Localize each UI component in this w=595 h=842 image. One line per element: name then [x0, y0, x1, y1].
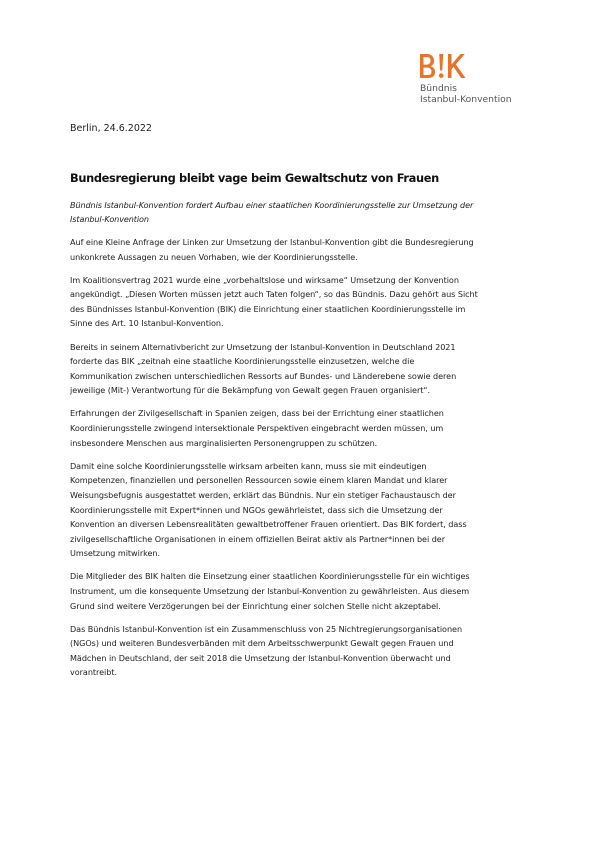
body-paragraph: [70, 459, 528, 561]
paragraph-line: Koordinierungsstelle mit Expert*innen und NGOs gewährleistet, dass sich die Umsetzung der: [70, 504, 443, 515]
paragraph-line: Auf eine Kleine Anfrage der Linken zur Umsetzung der Istanbul-Konvention gibt die Bundesregierung: [70, 237, 474, 247]
bik-logo-mark: [419, 52, 475, 80]
paragraph-line: Umsetzung mitwirken.: [70, 548, 160, 559]
paragraph-line: insbesondere Menschen aus marginalisierten Personengruppen zu schützen.: [70, 437, 378, 448]
paragraph-line: Erfahrungen der Zivilgesellschaft in Spanien zeigen, dass bei der Errichtung einer staatlichen: [70, 408, 444, 419]
paragraph-line: (NGOs) und weiteren Bundesverbänden mit dem Arbeitsschwerpunkt Gewalt gegen Frauen und: [70, 638, 454, 649]
paragraph-line: Kommunikation zwischen unterschiedlichen Ressorts auf Bundes- und Länderebene sowie deren: [70, 370, 457, 381]
paragraph-line: des Bündnisses Istanbul-Konvention (BIK) die Einrichtung einer staatlichen Koordinierungsstelle im: [70, 303, 466, 314]
subtitle-line: Bündnis Istanbul-Konvention fordert Aufbau einer staatlichen Koordinierungsstelle zur Umsetzung der: [70, 200, 474, 210]
body-paragraph: [70, 340, 528, 398]
paragraph-line: Die Mitglieder des BIK halten die Einsetzung einer staatlichen Koordinierungsstelle für ein wichtiges: [70, 571, 470, 582]
paragraph-line: Kompetenzen, finanziellen und personellen Ressourcen sowie einem klaren Mandat und klarer: [70, 475, 448, 486]
document-title: Bundesregierung bleibt vage beim Gewaltschutz von Frauen: [70, 171, 439, 185]
paragraph-line: Im Koalitionsvertrag 2021 wurde eine „vorbehaltslose und wirksame“ Umsetzung der Konvention: [70, 274, 459, 285]
body-paragraph: [70, 569, 528, 613]
document-date: Berlin, 24.6.2022: [70, 123, 152, 134]
body-paragraph: [70, 622, 528, 680]
paragraph-line: jeweilige (Mit-) Verantwortung für die Bekämpfung von Gewalt gegen Frauen organisiert“.: [70, 385, 431, 396]
paragraph-line: Instrument, um die konsequente Umsetzung der Istanbul-Konvention zu gewährleisten. Aus diesem: [70, 585, 470, 596]
body-paragraph: [70, 273, 528, 331]
subtitle-line: Istanbul-Konvention: [70, 214, 149, 224]
body-paragraph: [70, 235, 528, 264]
paragraph-line: vorantreibt.: [70, 667, 117, 678]
paragraph-line: Das Bündnis Istanbul-Konvention ist ein Zusammenschluss von 25 Nichtregierungsorganisationen: [70, 623, 463, 634]
paragraph-line: Weisungsbefugnis ausgestattet werden, erklärt das Bündnis. Nur ein stetiger Fachaustausch der: [70, 489, 456, 500]
logo-text-line-1: Bündnis: [420, 83, 457, 94]
body-paragraph: [70, 406, 528, 450]
paragraph-line: Bereits in seinem Alternativbericht zur Umsetzung der Istanbul-Konvention in Deutschland 2021: [70, 341, 456, 352]
document-subtitle: [70, 198, 530, 226]
paragraph-line: angekündigt. „Diesen Worten müssen jetzt auch Taten folgen“, so das Bündnis. Dazu gehört aus Sicht: [70, 289, 478, 300]
paragraph-line: Damit eine solche Koordinierungsstelle wirksam arbeiten kann, muss sie mit eindeutigen: [70, 460, 427, 471]
paragraph-line: zivilgesellschaftliche Organisationen in einem offiziellen Beirat aktiv als Partner*innen bei der: [70, 533, 445, 544]
document-body: [70, 235, 528, 689]
bik-logo: [419, 52, 529, 108]
paragraph-line: unkonkrete Aussagen zu neuen Vorhaben, wie der Koordinierungsstelle.: [70, 251, 358, 262]
paragraph-line: Grund sind weitere Verzögerungen bei der Einrichtung einer solchen Stelle nicht akzeptabel.: [70, 600, 441, 611]
paragraph-line: Sinne des Art. 10 Istanbul-Konvention.: [70, 318, 224, 329]
paragraph-line: Konvention an diversen Lebensrealitäten gewaltbetroffener Frauen orientiert. Das BIK fordert, dass: [70, 519, 467, 530]
logo-text-line-2: Istanbul-Konvention: [420, 94, 512, 105]
paragraph-line: Mädchen in Deutschland, der seit 2018 die Umsetzung der Istanbul-Konvention überwacht und: [70, 652, 451, 663]
paragraph-line: forderte das BIK „zeitnah eine staatliche Koordinierungsstelle einzusetzen, welche die: [70, 356, 415, 367]
paragraph-line: Koordinierungsstelle zwingend intersektionale Perspektiven eingebracht werden müssen, um: [70, 423, 444, 434]
